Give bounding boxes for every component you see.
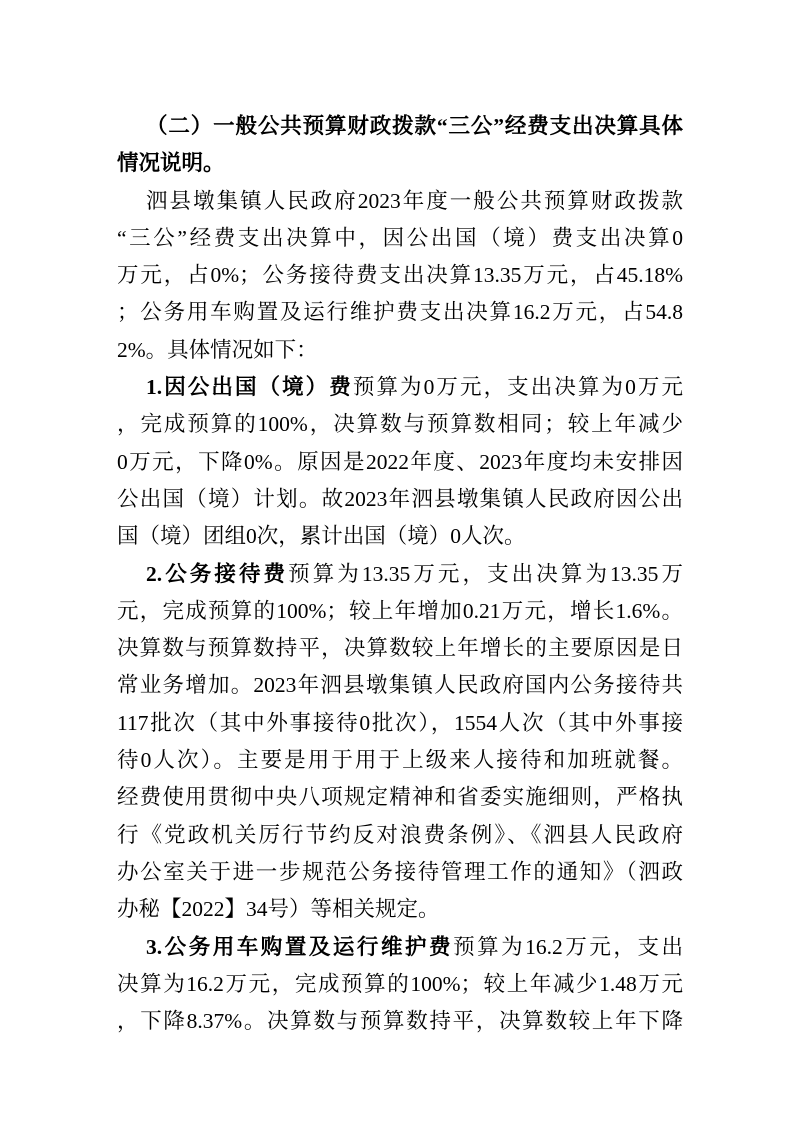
document-body [117,108,683,1040]
expense-item-official-reception [117,556,683,929]
expense-item-text: 预算为0万元，支出决算为0万元 [352,375,683,400]
expense-item-title: 3.公务用车购置及运行维护费 [146,934,454,959]
paragraph-line: 办公室关于进一步规范公务接待管理工作的通知》（泗政 [117,859,683,884]
expense-item-title: 2.公务接待费 [146,561,289,586]
expense-item-overseas-travel [117,369,683,555]
paragraph-line: ；公务用车购置及运行维护费支出决算16.2万元，占54.8 [117,300,683,325]
paragraph-line: 0万元，下降0%。原因是2022年度、2023年度均未安排因 [117,449,683,474]
section-heading [117,108,683,183]
expense-item-title: 1.因公出国（境）费 [146,375,353,400]
paragraph-line: 117批次（其中外事接待0批次），1554人次（其中外事接 [117,710,683,735]
heading-line: 情况说明。 [117,151,225,176]
paragraph-line: 待0人次）。主要是用于用于上级来人接待和加班就餐。 [117,748,683,773]
intro-paragraph [117,183,683,369]
paragraph-line: 决算数与预算数持平，决算数较上年增长的主要原因是日 [117,636,683,661]
paragraph-line: “三公”经费支出决算中，因公出国（境）费支出决算0 [117,225,683,250]
paragraph-line: 万元，占0%；公务接待费支出决算13.35万元，占45.18% [117,263,683,288]
expense-item-text: 预算为16.2万元，支出 [453,934,683,959]
expense-item-official-vehicles [117,929,683,1041]
paragraph-line: 决算为16.2万元，完成预算的100%；较上年减少1.48万元 [117,971,683,996]
paragraph-line [117,556,683,593]
paragraph-line: ，下降8.37%。决算数与预算数持平，决算数较上年下降 [117,1009,683,1034]
paragraph-line: 行《党政机关厉行节约反对浪费条例》、《泗县人民政府 [117,822,683,847]
paragraph-line [117,369,683,406]
paragraph-line: 国（境）团组0次，累计出国（境）0人次。 [117,524,526,549]
paragraph-line: 2%。具体情况如下： [117,337,318,362]
paragraph-line: 泗县墩集镇人民政府2023年度一般公共预算财政拨款 [146,188,683,213]
expense-item-text: 预算为13.35万元，支出决算为13.35万 [288,561,683,586]
paragraph-line [117,929,683,966]
heading-line: （二）一般公共预算财政拨款“三公”经费支出决算具体 [146,114,683,138]
paragraph-line: 办秘【2022】34号）等相关规定。 [117,897,440,922]
paragraph-line: 经费使用贯彻中央八项规定精神和省委实施细则，严格执 [117,785,683,810]
paragraph-line: 公出国（境）计划。故2023年泗县墩集镇人民政府因公出 [117,486,683,511]
paragraph-line: 元，完成预算的100%；较上年增加0.21万元，增长1.6%。 [117,598,683,623]
paragraph-line: ，完成预算的100%，决算数与预算数相同；较上年减少 [117,412,683,437]
paragraph-line: 常业务增加。2023年泗县墩集镇人民政府国内公务接待共 [117,673,683,698]
